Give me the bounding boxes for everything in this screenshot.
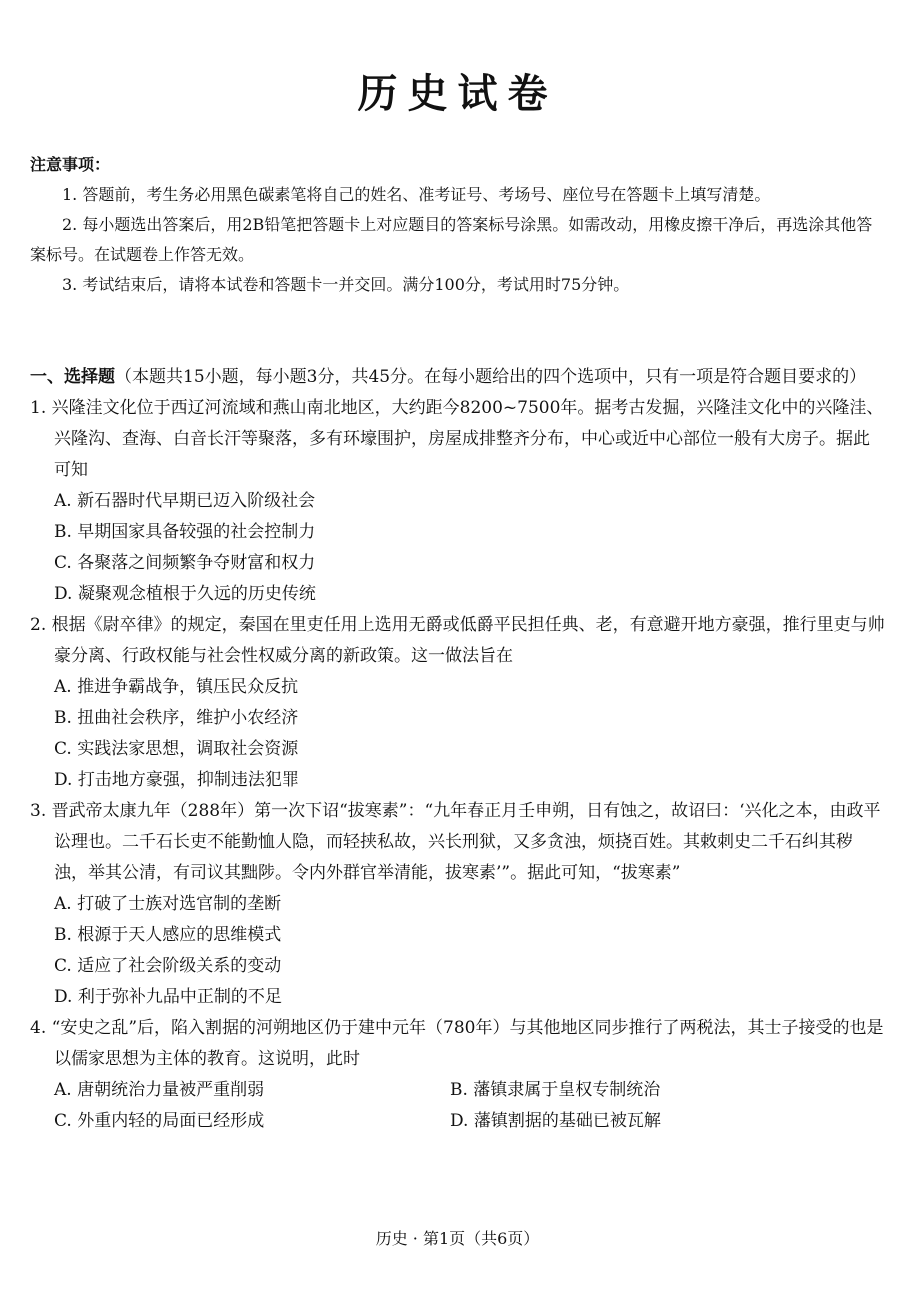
section-name: 一、选择题	[30, 367, 115, 387]
note-item-3: 3. 考试结束后，请将本试卷和答题卡一并交回。满分100分，考试用时75分钟。	[62, 275, 630, 294]
option-c: C. 实践法家思想，调取社会资源	[54, 739, 299, 759]
section-description: （本题共15小题，每小题3分，共45分。在每小题给出的四个选项中，只有一项是符合题目要求的）	[115, 367, 867, 387]
option-c: C. 各聚落之间频繁争夺财富和权力	[54, 553, 316, 573]
question-stem: 3. 晋武帝太康九年（288年）第一次下诏“拔寒素”：“九年春正月壬申朔，日有蚀之，故诏曰：‘兴化之本，由政平讼理也。二千石长吏不能勤恤人隐，而轻挟私故，兴长刑狱，又多贪浊，烦挠百姓。其敕刺史二千石纠其秽浊，举其公清，有司议其黜陟。令内外群官举清能，拔寒素’”。据此可知，“拔寒素”	[30, 801, 881, 883]
option-a: A. 唐朝统治力量被严重削弱	[54, 1080, 265, 1100]
option-c: C. 外重内轻的局面已经形成	[54, 1111, 265, 1131]
question-stem: 1. 兴隆洼文化位于西辽河流域和燕山南北地区，大约距今8200~7500年。据考古发掘，兴隆洼文化中的兴隆洼、兴隆沟、查海、白音长汗等聚落，多有环壕围护，房屋成排整齐分布，中心或近中心部位一般有大房子。据此可知	[30, 398, 884, 480]
section-choice	[30, 362, 885, 1137]
note-item-1: 1. 答题前，考生务必用黑色碳素笔将自己的姓名、准考证号、考场号、座位号在答题卡上填写清楚。	[62, 185, 771, 204]
option-d: D. 凝聚观念植根于久远的历史传统	[54, 584, 316, 604]
options-list	[30, 889, 885, 1013]
option-b: B. 根源于天人感应的思维模式	[54, 925, 282, 945]
option-b: B. 扭曲社会秩序，维护小农经济	[54, 708, 299, 728]
question-stem: 4. “安史之乱”后，陷入割据的河朔地区仍于建中元年（780年）与其他地区同步推行了两税法，其士子接受的也是以儒家思想为主体的教育。这说明，此时	[30, 1018, 884, 1069]
question-stem: 2. 根据《尉卒律》的规定，秦国在里吏任用上选用无爵或低爵平民担任典、老，有意避开地方豪强，推行里吏与帅豪分离、行政权能与社会性权威分离的新政策。这一做法旨在	[30, 615, 885, 666]
page-footer: 历史 · 第1页（共6页）	[375, 1229, 540, 1248]
exam-page	[30, 0, 885, 1300]
option-c: C. 适应了社会阶级关系的变动	[54, 956, 282, 976]
option-a: A. 新石器时代早期已迈入阶级社会	[54, 491, 316, 511]
question-3	[30, 796, 885, 1013]
section-heading	[30, 362, 885, 393]
notes-heading: 注意事项：	[30, 155, 111, 174]
options-list	[30, 1075, 885, 1137]
option-d: D. 藩镇割据的基础已被瓦解	[450, 1111, 661, 1131]
option-d: D. 利于弥补九品中正制的不足	[54, 987, 282, 1007]
option-d: D. 打击地方豪强，抑制违法犯罪	[54, 770, 299, 790]
options-list	[30, 486, 885, 610]
notes-block	[30, 150, 885, 300]
option-a: A. 推进争霸战争，镇压民众反抗	[54, 677, 299, 697]
option-b: B. 早期国家具备较强的社会控制力	[54, 522, 316, 542]
question-2	[30, 610, 885, 796]
page-title: 历史试卷	[357, 71, 558, 117]
option-a: A. 打破了士族对选官制的垄断	[54, 894, 282, 914]
note-item-2: 2. 每小题选出答案后，用2B铅笔把答题卡上对应题目的答案标号涂黑。如需改动，用橡皮擦干净后，再选涂其他答案标号。在试题卷上作答无效。	[30, 215, 873, 264]
option-b: B. 藩镇隶属于皇权专制统治	[450, 1080, 661, 1100]
question-4	[30, 1013, 885, 1137]
options-list	[30, 672, 885, 796]
question-1	[30, 393, 885, 610]
